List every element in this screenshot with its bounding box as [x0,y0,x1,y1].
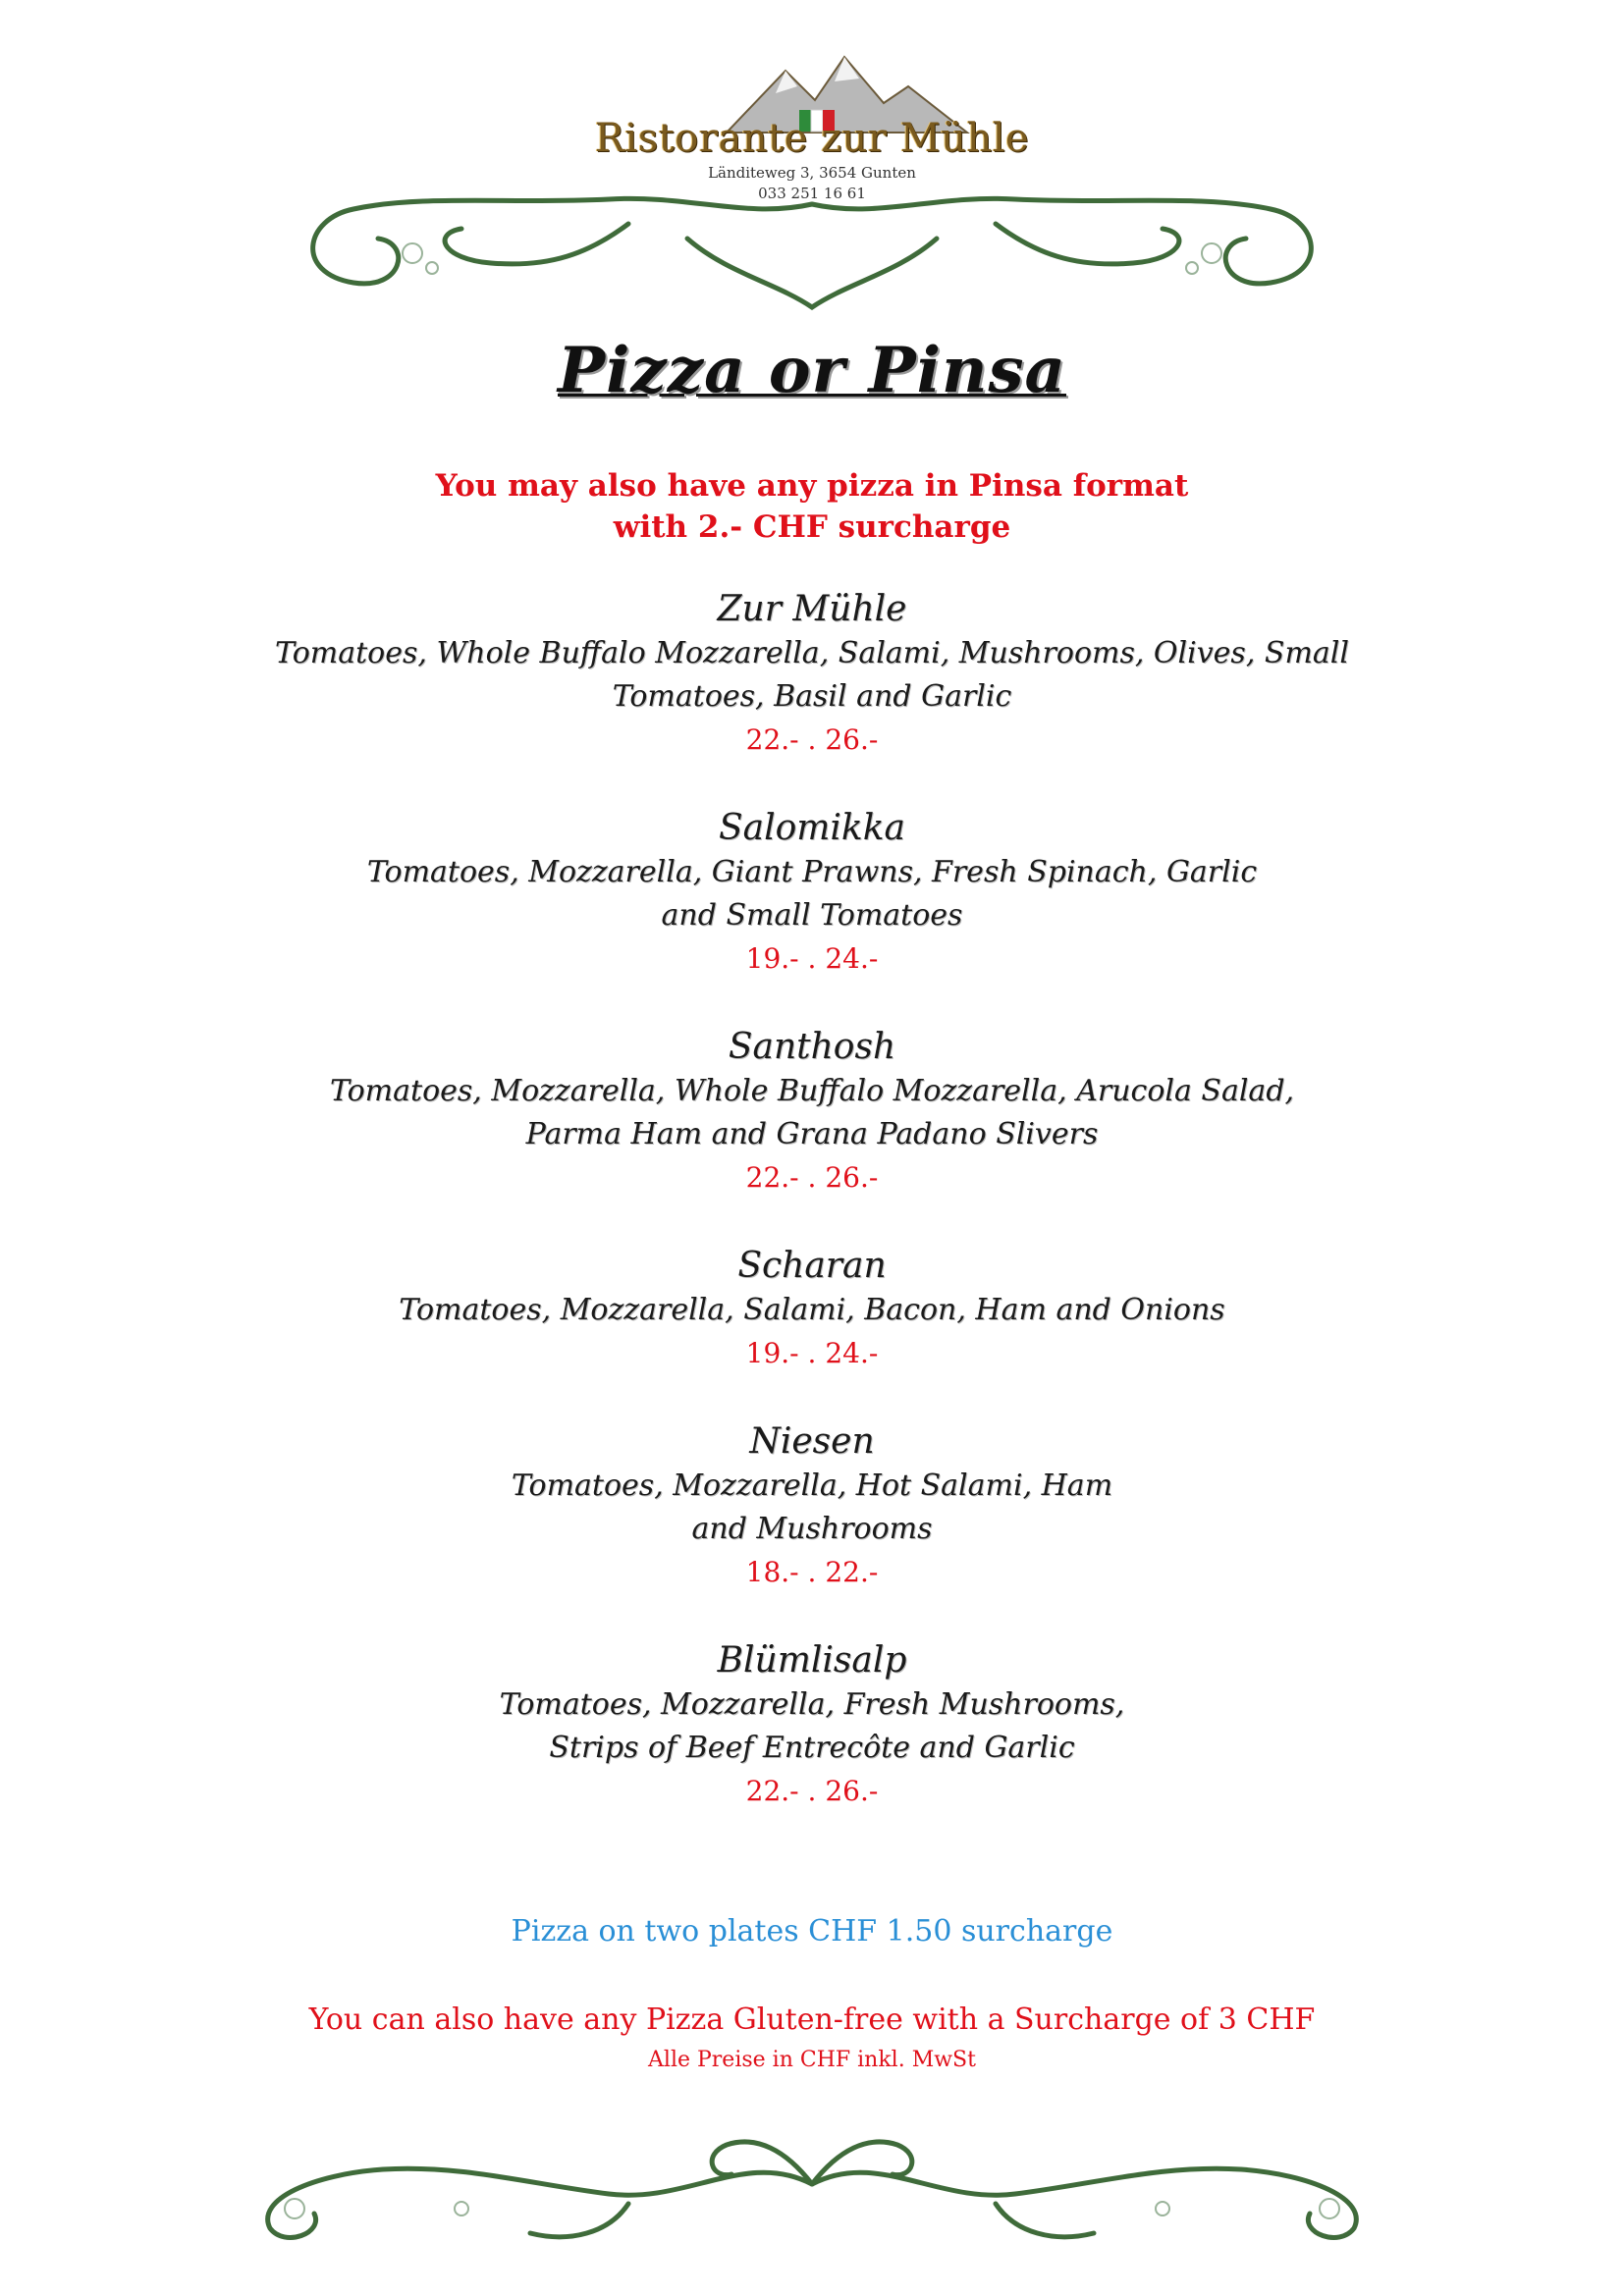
item-description [243,1070,1381,1156]
item-name: Salomikka [718,808,906,848]
vat-note: Alle Preise in CHF inkl. MwSt [648,2048,976,2072]
menu-item [0,1025,1624,1200]
item-description-line1: Tomatoes, Mozzarella, Whole Buffalo Mozzarella, Arucola Salad, [329,1074,1295,1108]
item-price: 18.- . 22.- [745,1556,879,1588]
top-ornament-icon [0,165,1624,322]
item-description-line2: Strips of Beef Entrecôte and Garlic [549,1731,1075,1765]
restaurant-logo [0,49,1624,363]
restaurant-name: Ristorante zur Mühle [594,116,1030,161]
item-description-line1: Tomatoes, Mozzarella, Hot Salami, Ham [511,1468,1113,1503]
restaurant-phone: 033 251 16 61 [758,185,866,202]
pinsa-notice [0,465,1624,548]
item-price: 19.- . 24.- [745,942,879,975]
item-name: Zur Mühle [717,589,907,629]
item-description-line1: Tomatoes, Mozzarella, Salami, Bacon, Ham and Onions [399,1293,1225,1327]
menu-item [0,806,1624,981]
bottom-ornament-icon [0,2110,1624,2258]
two-plates-note: Pizza on two plates CHF 1.50 surcharge [511,1914,1113,1949]
item-price: 22.- . 26.- [745,1161,879,1194]
item-name: Niesen [749,1421,875,1462]
gluten-free-note: You can also have any Pizza Gluten-free with a Surcharge of 3 CHF [308,2002,1316,2037]
item-price: 22.- . 26.- [745,1775,879,1807]
pizza-list [0,587,1624,1857]
item-description-line2: and Mushrooms [691,1512,933,1546]
item-description-line2: Parma Ham and Grana Padano Slivers [525,1117,1099,1151]
pinsa-notice-line1: You may also have any pizza in Pinsa format [435,468,1189,504]
item-description [243,632,1381,719]
item-description-line1: Tomatoes, Mozzarella, Fresh Mushrooms, [499,1687,1125,1722]
item-description-line1: Tomatoes, Whole Buffalo Mozzarella, Salami, Mushrooms, Olives, Small [275,636,1349,670]
item-description [243,851,1381,937]
item-price: 19.- . 24.- [745,1337,879,1369]
menu-item [0,1638,1624,1813]
menu-item [0,1419,1624,1594]
item-description [243,1465,1381,1551]
item-description-line1: Tomatoes, Mozzarella, Giant Prawns, Fresh Spinach, Garlic [366,855,1258,889]
item-name: Scharan [737,1246,887,1286]
menu-item [0,1244,1624,1375]
item-name: Blümlisalp [717,1640,907,1681]
item-description [243,1289,1381,1332]
pinsa-notice-line2: with 2.- CHF surcharge [613,509,1011,545]
menu-title: Pizza or Pinsa [557,334,1067,407]
menu-item [0,587,1624,762]
item-description-line2: and Small Tomatoes [661,898,963,933]
restaurant-address: Länditeweg 3, 3654 Gunten [708,164,916,182]
item-price: 22.- . 26.- [745,723,879,756]
item-description-line2: Tomatoes, Basil and Garlic [612,679,1012,714]
item-name: Santhosh [728,1027,896,1067]
item-description [243,1683,1381,1770]
